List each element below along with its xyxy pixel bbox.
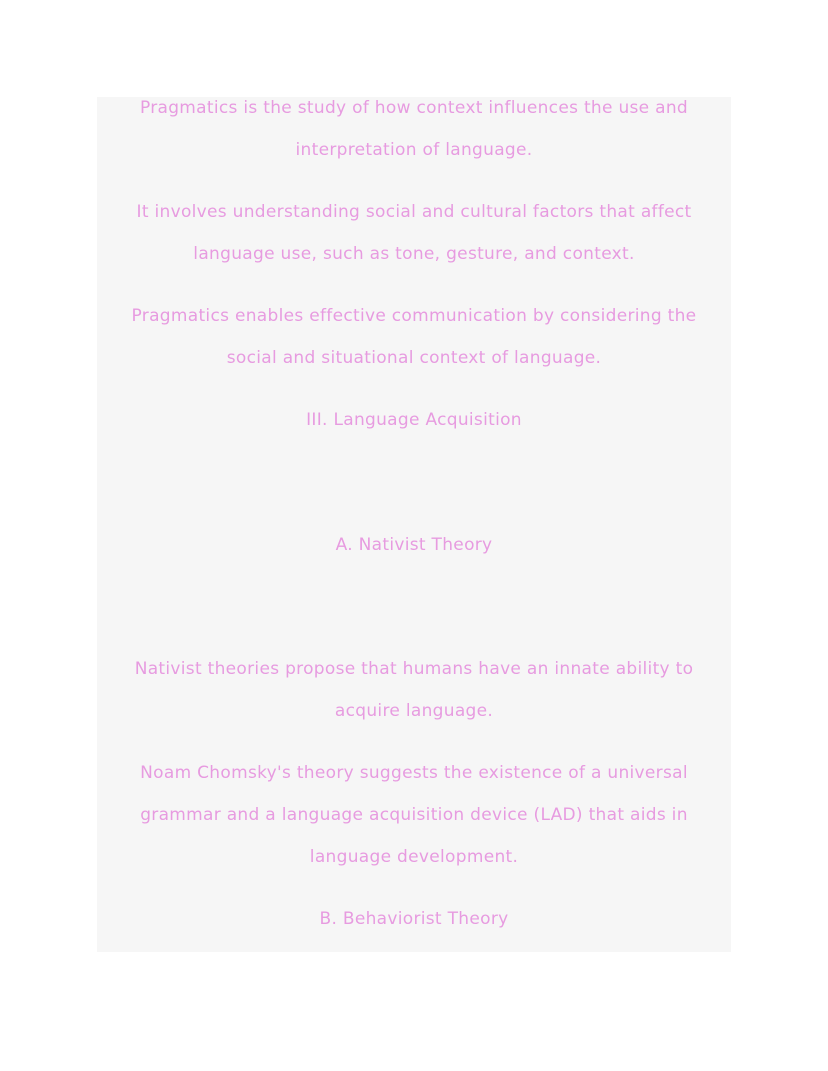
document-page — [97, 97, 731, 952]
paragraph-effective-communication-line-2: social and situational context of language. — [226, 348, 602, 368]
paragraph-nativist-line-2: acquire language. — [334, 701, 494, 721]
paragraph-nativist-line-1: Nativist theories propose that humans have an innate ability to — [134, 659, 694, 679]
paragraph-effective-communication-line-1: Pragmatics enables effective communication by considering the — [131, 306, 697, 326]
paragraph-chomsky-line-1: Noam Chomsky's theory suggests the existence of a universal — [140, 763, 688, 783]
paragraph-chomsky-line-3: language development. — [309, 847, 519, 867]
heading-nativist-theory: A. Nativist Theory — [335, 535, 493, 555]
paragraph-social-factors-line-1: It involves understanding social and cultural factors that affect — [136, 202, 692, 222]
paragraph-social-factors-line-2: language use, such as tone, gesture, and context. — [193, 244, 635, 264]
heading-behaviorist-theory: B. Behaviorist Theory — [319, 909, 509, 929]
paragraph-pragmatics-definition-line-2: interpretation of language. — [295, 140, 533, 160]
paragraph-chomsky-line-2: grammar and a language acquisition device (LAD) that aids in — [140, 805, 688, 825]
heading-language-acquisition: III. Language Acquisition — [306, 410, 522, 430]
paragraph-pragmatics-definition-line-1: Pragmatics is the study of how context influences the use and — [139, 98, 689, 118]
